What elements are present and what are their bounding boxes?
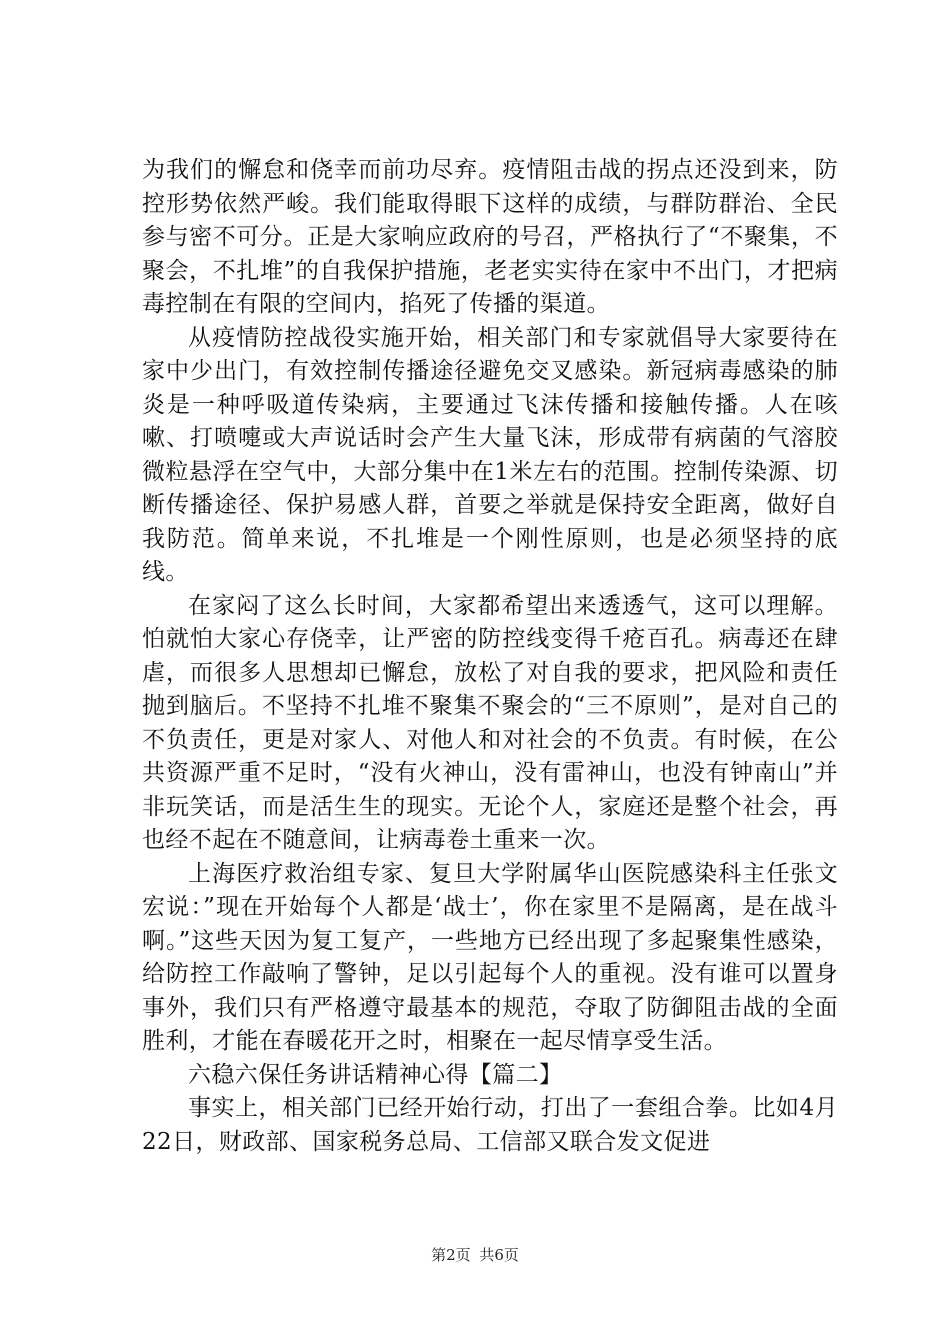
paragraph-4: 上海医疗救治组专家、复旦大学附属华山医院感染科主任张文宏说：”现在开始每个人都是‘战士’，你在家里不是隔离，是在战斗啊。”这些天因为复工复产，一些地方已经出现了多起聚集性感染，给防控工作敲响了警钟，足以引起每个人的重视。没有谁可以置身事外，我们只有严格遵守最基本的规范，夺取了防御阻击战的全面胜利，才能在春暖花开之时，相聚在一起尽情享受生活。 [142, 860, 838, 1054]
document-body [142, 154, 838, 1159]
page-total: 共6页 [479, 1246, 519, 1264]
page-footer [0, 1244, 950, 1265]
paragraph-3: 在家闷了这么长时间，大家都希望出来透透气，这可以理解。怕就怕大家心存侥幸，让严密的防控线变得千疮百孔。病毒还在肆虐，而很多人思想却已懈怠，放松了对自我的要求，把风险和责任抛到脑后。不坚持不扎堆不聚集不聚会的“三不原则”，是对自己的不负责任，更是对家人、对他人和对社会的不负责。有时候，在公共资源严重不足时，“没有火神山，没有雷神山，也没有钟南山”并非玩笑话，而是活生生的现实。无论个人，家庭还是整个社会，再也经不起在不随意间，让病毒卷土重来一次。 [142, 592, 838, 853]
paragraph-5: 事实上，相关部门已经开始行动，打出了一套组合拳。比如4月22日，财政部、国家税务总局、工信部又联合发文促进 [142, 1095, 838, 1155]
section-heading: 六稳六保任务讲话精神心得【篇二】 [188, 1061, 563, 1088]
paragraph-2: 从疫情防控战役实施开始，相关部门和专家就倡导大家要待在家中少出门，有效控制传播途径避免交叉感染。新冠病毒感染的肺炎是一种呼吸道传染病，主要通过飞沫传播和接触传播。人在咳嗽、打喷嚏或大声说话时会产生大量飞沫，形成带有病菌的气溶胶微粒悬浮在空气中，大部分集中在1米左右的范围。控制传染源、切断传播途径、保护易感人群，首要之举就是保持安全距离，做好自我防范。简单来说，不扎堆是一个刚性原则，也是必须坚持的底线。 [142, 324, 838, 585]
page-number: 第2页 [431, 1246, 471, 1264]
paragraph-1: 为我们的懈怠和侥幸而前功尽弃。疫情阻击战的拐点还没到来，防控形势依然严峻。我们能取得眼下这样的成绩，与群防群治、全民参与密不可分。正是大家响应政府的号召，严格执行了“不聚集，不聚会，不扎堆”的自我保护措施，老老实实待在家中不出门，才把病毒控制在有限的空间内，掐死了传播的渠道。 [142, 157, 838, 317]
